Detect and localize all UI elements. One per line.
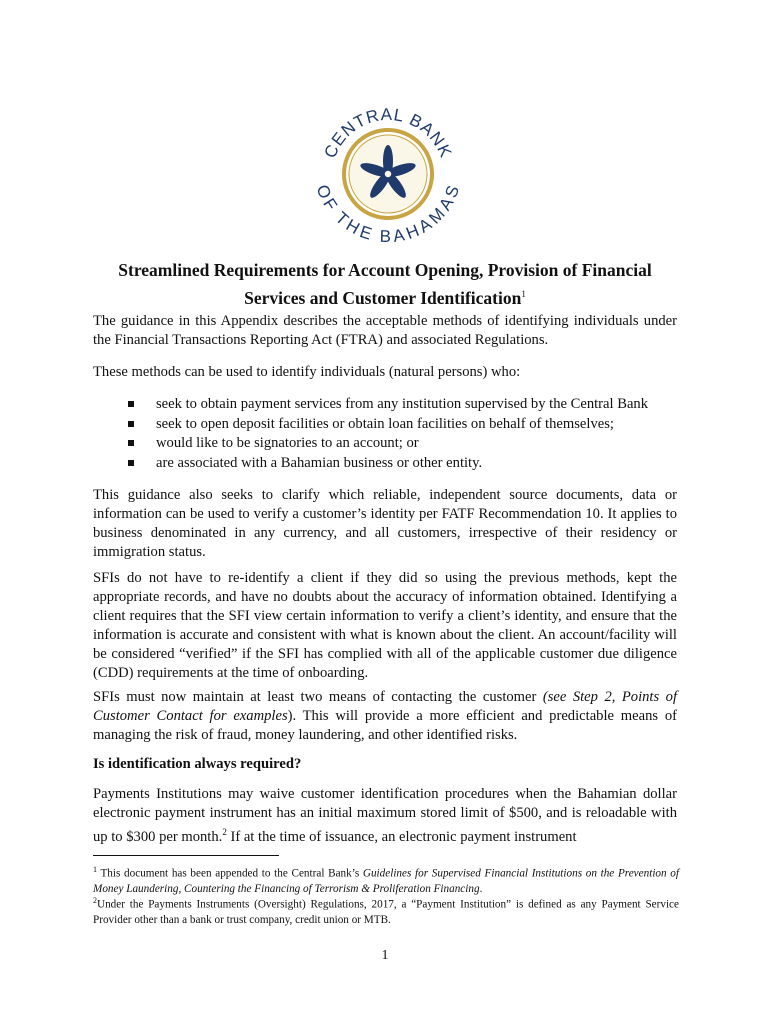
central-bank-logo (312, 98, 464, 250)
payments-paragraph: Payments Institutions may waive customer identification procedures when the Bahamian dollar electronic payment instrument has an initial maximum stored limit of $500, and is reloadable with up to $300 per month.$^2$ If at the time of issuance, an electronic payment instrument (93, 786, 677, 845)
page-number: 1 (381, 948, 389, 963)
bullet-square-icon (128, 460, 134, 466)
clarify-paragraph: This guidance also seeks to clarify which reliable, independent source documents, data or information can be used to verify a customer’s identity per FATF Recommendation 10. It applies to business denominated in any currency, and all customers, irrespective of their residency or immigration status. (93, 487, 677, 560)
bullet-square-icon (128, 401, 134, 407)
logo-text-top: CENTRAL BANK (320, 104, 456, 161)
bullet-square-icon (128, 421, 134, 427)
document-title (60, 258, 710, 310)
intro-paragraph: The guidance in this Appendix describes the acceptable methods of identifying individuals under the Financial Transactions Reporting Act (FTRA) and associated Regulations. (93, 313, 677, 348)
identification-heading: Is identification always required? (93, 756, 302, 772)
methods-lead: These methods can be used to identify individuals (natural persons) who: (93, 364, 521, 380)
footnote-1: $^1$ This document has been appended to the Central Bank’s Guidelines for Supervised Financial Institutions on the Prevention of Money Laundering, Countering the Financing of Terrorism & Proliferation Financing. (93, 865, 679, 896)
reidentify-paragraph: SFIs do not have to re-identify a client if they did so using the previous methods, kept the appropriate records, and have no doubts about the accuracy of information obtained. Identifying a client requires that the SFI view certain information to verify a client’s identity, and ensure that the information is accurate and consistent with what is known about the client. An account/facility will be considered “verified” if the SFI has complied with all of the applicable customer due diligence (CDD) requirements at the time of onboarding. (93, 570, 677, 681)
footnote-ref-2: 2 (222, 827, 227, 837)
list-item: seek to obtain payment services from any institution supervised by the Central Bank (93, 395, 693, 415)
footnote-divider (93, 855, 279, 856)
bullet-square-icon (128, 440, 134, 446)
footnote-2: $^2$Under the Payments Instruments (Oversight) Regulations, 2017, a “Payment Institution” is defined as any Payment Service Provider other than a bank or trust company, credit union or MTB. (93, 896, 679, 927)
methods-list (93, 395, 693, 473)
list-item: would like to be signatories to an account; or (93, 434, 693, 454)
logo-text-bottom: OF THE BAHAMAS (312, 182, 464, 247)
title-footnote-ref: 1 (521, 289, 526, 299)
list-item: are associated with a Bahamian business or other entity. (93, 454, 693, 474)
contact-paragraph: SFIs must now maintain at least two means of contacting the customer (see Step 2, Points of Customer Contact for examples). This will provide a more efficient and predictable means of managing the risk of fraud, money laundering, and other identified risks. (93, 689, 678, 743)
list-item: seek to open deposit facilities or obtain loan facilities on behalf of themselves; (93, 415, 693, 435)
title-line-1: Streamlined Requirements for Account Opening, Provision of Financial (118, 260, 652, 280)
title-line-2: Services and Customer Identification (244, 287, 522, 308)
